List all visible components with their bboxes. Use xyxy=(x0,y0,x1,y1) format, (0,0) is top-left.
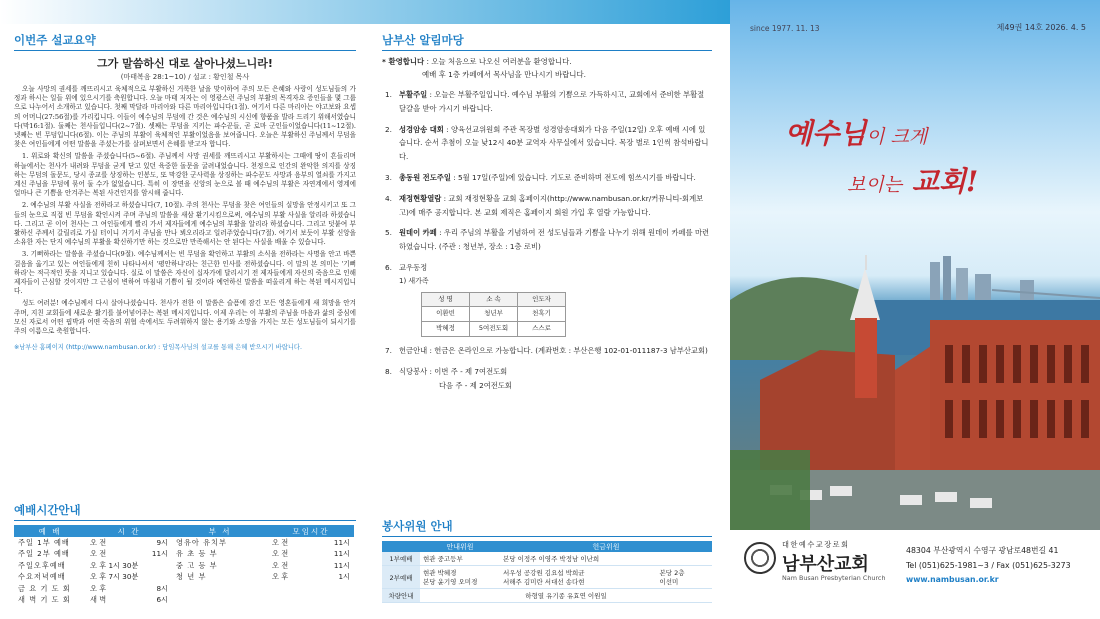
new-family-cell: 천혹기 xyxy=(518,307,566,322)
notice-body: 교우동정 xyxy=(399,262,428,272)
sermon-body xyxy=(14,85,356,336)
slogan-part: 이 크게 xyxy=(866,126,928,148)
worship-cell: 오 전 xyxy=(90,549,107,559)
worship-cell: 오 후 7시 30분 xyxy=(90,572,139,582)
new-family-cell: 스스로 xyxy=(518,322,566,337)
notice-body: : 교회 재정현황을 교회 홈페이지(http://www.nambusan.or.kr/커뮤니티-회계보고)에 매주 공지합니다. 본 교회 제직은 홈페이지 회원 가입 후 열람 가능합니다. xyxy=(399,193,704,217)
notice-text xyxy=(399,171,712,185)
notice-number: 4. xyxy=(385,193,392,203)
welcome-lead: * 환영합니다 xyxy=(382,57,425,66)
notice-text xyxy=(399,344,712,358)
sermon-paragraph: 2. 예수님의 부활 사실을 전하라고 하셨습니다(7, 10절). 주의 천사는 무덤을 찾은 여인들의 실망을 안정시키고 또 그들의 눈으로 직접 빈 무덤을 확인시켜 주며 주님의 말씀을 새삼 환기시킴으로써, 예수님의 부활 사실을 알리라 하셨습니다. 그리고 곧 이어 천사는 그 여인들에게 빨리 가서 제자들에게 예수님의 부활을 알리라 하셨습니다. 그리고 덧붙여 부활하신 주께서 갈릴리로 가실 터이니 거기서 주님을 만나 뵈오리라고 일러주었습니다(7절). 여기서 보듯이 부활 신앙을 소유한 자는 단지 예수님의 부활을 확신하기만 하는 것으로만 만족해서는 안 된다는 사실을 배울 수 있습니다. xyxy=(14,201,356,247)
worship-row xyxy=(14,560,354,572)
church-name-english: Nam Busan Presbyterian Church xyxy=(782,574,886,582)
worship-cell: 오 후 xyxy=(90,583,107,593)
homepage-note: ※남부산 홈페이지 (http://www.nambusan.or.kr) : 담임목사님의 설교를 통해 은혜 받으시기 바랍니다. xyxy=(14,344,303,352)
sermon-paragraph: 1. 위로와 확신의 말씀을 주셨습니다(5~6절). 주님께서 사망 권세를 깨뜨리시고 부활하시는 그때에 땅이 흔들리며 하늘에서는 천사가 내려와 무덤을 굳게 닫고 있던 육중한 돌문을 굴려내었습니다. 천정으로 인간의 완악한 의지를 상징하는 무덤의 돌문도, 당시 종교를 상징하는 인봉도, 또 막강한 군사력을 상징하는 파수꾼도 사망과 음부의 열쇠를 가지고 계신 주님을 무덤에 묶어 둘 수가 없었습니다. 특히 이 장면을 신앙의 눈으로 볼 때 예수님의 부활은 자연계에서 영계에 얼마나 큰 기쁨을 안겨주는 복된 사건인지를 암시해 줍니다. xyxy=(14,152,356,198)
worship-header: 모임시간 xyxy=(268,525,354,537)
volunteer-table xyxy=(382,541,712,603)
cover-panel xyxy=(730,0,1100,619)
volunteer-header: 헌금위원 xyxy=(500,541,712,552)
worship-header: 부 서 xyxy=(172,525,268,537)
top-banner xyxy=(0,0,730,24)
volunteer-cell: 본당 2층 이선미 xyxy=(657,566,713,589)
worship-schedule xyxy=(14,502,356,606)
worship-cell: 오 후 xyxy=(272,572,289,582)
notice-text xyxy=(399,123,712,164)
volunteer-title: 봉사위원 안내 xyxy=(382,518,712,537)
notice-number: 3. xyxy=(385,172,392,182)
church-name: 남부산교회 xyxy=(782,554,869,575)
worship-cell: 오 후 1시 30분 xyxy=(90,560,139,570)
sermon-section-title: 이번주 설교요약 xyxy=(14,32,356,51)
notice-body: 헌금안내 : 헌금은 온라인으로 가능합니다. (계좌번호 : 부산은행 102-01-011187-3 남부산교회) xyxy=(399,345,708,355)
notice-number: 5. xyxy=(385,228,392,238)
notice-text xyxy=(399,226,712,254)
address: 48304 부산광역시 수영구 광남로48번길 41 xyxy=(906,546,1059,555)
volunteer-row xyxy=(382,566,712,589)
notice-number: 1. xyxy=(385,90,392,99)
sermon-section xyxy=(14,32,356,351)
worship-cell: 오 전 xyxy=(272,549,289,559)
notice-item xyxy=(382,123,712,164)
volunteer-row xyxy=(382,589,712,603)
notice-item xyxy=(382,365,712,393)
worship-cell xyxy=(311,595,354,607)
sermon-paragraph: 성도 여러분! 예수님께서 다시 살아나셨습니다. 천사가 전한 이 말씀은 슬픔에 잠긴 모든 영혼들에게 새 희망을 안겨주며, 지친 교회들에 새로운 활기를 불어넣어주는 복된 메시지입니다. 이제 우리는 이 부활의 주님을 마음과 삶의 중심에 모신 자로서 어떤 핍박과 어떤 죽음의 위협 속에서도 두려워하지 않는 용기와 소망을 가지는 모든 성도님들이 되시기를 주의 이름으로 축원합니다. xyxy=(14,299,356,336)
new-family-cell: 성 명 xyxy=(422,292,470,307)
volunteer-cell: 서우성 공강원 김요섭 박희균 서해주 김미란 서대선 송다현 xyxy=(500,566,657,589)
worship-cell: 11시 xyxy=(333,549,350,559)
worship-header: 예 배 xyxy=(14,525,86,537)
volunteer-row xyxy=(382,552,712,566)
notice-lead: 재정현황열람 xyxy=(399,193,442,203)
phone-fax: Tel (051)625-1981~3 / Fax (051)625-3273 xyxy=(906,560,1071,570)
worship-cell: 6시 xyxy=(156,595,168,605)
contact-info xyxy=(906,544,1071,588)
worship-row xyxy=(14,549,354,561)
volunteer-cell: 본당 이정주 이영주 박정남 이난희 xyxy=(500,552,712,566)
slogan xyxy=(785,112,978,200)
sermon-paragraph: 오늘 사망의 권세를 깨뜨리시고 육체적으로 부활하신 거룩한 날을 맞이하여 주의 모든 은혜와 사랑이 성도님들의 가정과 하시는 일들 위에 있으시기를 축원합니다. 오늘 마태 저자는 이 영광스런 주님의 부활의 목격자요 증인들을 몇 그룹으로 나누어서 소개하고 있습니다. 첫째 막달라 마리아와 다른 마리아입니다(1절). 여기서 다른 마리아는 야고보와 요셉의 어머니(27:56절)를 가리킵니다. 이들이 예수님의 무덤에 간 것은 예수님의 시신에 향품을 발라 드리기 위해서였습니다(막16:1절). 둘째는 천사들입니다(2~7절). 셋째는 무덤을 지키는 파수꾼들, 곧 로마 군인들이었습니다(11~12절). 넷째는 빈 무덤입니다(6절). 이는 주님의 부활이 육체적인 부활이었음을 보여줍니다. 오늘은 부활하신 주님께서 무덤을 찾은 여인들에게 어떤 말씀을 주셨는가를 살펴보면서 은혜를 받고자 합니다. xyxy=(14,85,356,149)
worship-cell: 11시 xyxy=(151,549,168,559)
volunteer-cell: 하형열 유기종 유효연 이원일 xyxy=(420,589,712,603)
worship-table xyxy=(14,525,354,606)
worship-cell: 새 벽 기 도 회 xyxy=(18,595,71,605)
church-logo-icon xyxy=(744,542,776,574)
worship-cell: 수요저녁예배 xyxy=(18,572,66,582)
notice-body: : 양육선교위원회 주관 목장별 성경암송대회가 다음 주일(12일) 오후 예배 시에 있습니다. 순서 추첨이 오늘 낮12시 40분 교역자 사무실에서 있습니다. 목장 별로 1인씩 참석바랍니다. xyxy=(399,124,709,162)
denomination: 대한예수교장로회 xyxy=(782,540,850,549)
worship-row xyxy=(14,537,354,549)
worship-title: 예배시간안내 xyxy=(14,502,356,521)
new-family-cell: 이환빈 xyxy=(422,307,470,322)
notice-number: 6. xyxy=(385,262,392,272)
worship-row xyxy=(14,595,354,607)
notice-lead: 총동원 전도주일 xyxy=(399,172,451,182)
notices-section xyxy=(382,32,712,392)
notice-number: 7. xyxy=(385,345,392,355)
volunteer-cell: 현관 중고등부 xyxy=(420,552,500,566)
new-family-cell: 소 속 xyxy=(470,292,518,307)
worship-row xyxy=(14,583,354,595)
notice-item xyxy=(382,192,712,220)
founding-date: since 1977. 11. 13 xyxy=(750,24,820,33)
notice-text xyxy=(399,365,712,393)
slogan-part: 보이는 xyxy=(847,174,903,196)
notice-lead: 부활주일 xyxy=(399,90,428,99)
notice-item xyxy=(382,226,712,254)
volunteer-cell: 2부예배 xyxy=(382,566,420,589)
notice-text xyxy=(399,192,712,220)
notice-number: 2. xyxy=(385,124,392,134)
volunteer-cell: 차량안내 xyxy=(382,589,420,603)
volunteer-header: 안내위원 xyxy=(420,541,500,552)
worship-cell: 주일 2부 예배 xyxy=(18,549,70,559)
volunteer-cell: 1부예배 xyxy=(382,552,420,566)
church-building-illustration xyxy=(730,0,1100,530)
notice-text xyxy=(399,88,712,116)
welcome-text: : 오늘 처음으로 나오신 여러분을 환영합니다. xyxy=(424,57,572,66)
worship-cell: 11시 xyxy=(333,537,350,547)
worship-cell: 주일오후예배 xyxy=(18,560,66,570)
notice-body: 식당봉사 : 이번 주 - 제 7여전도회 xyxy=(399,366,508,376)
welcome-notice xyxy=(382,55,712,81)
worship-cell: 11시 xyxy=(333,560,350,570)
sermon-title: 그가 말씀하신 대로 살아나셨느니라! xyxy=(97,57,273,70)
worship-cell xyxy=(268,595,311,607)
new-family-label: 1) 새가족 xyxy=(399,276,429,285)
notice-item xyxy=(382,88,712,116)
notice-item xyxy=(382,171,712,185)
notice-number: 8. xyxy=(385,366,392,376)
volunteer-header xyxy=(382,541,420,552)
worship-cell: 금 요 기 도 회 xyxy=(18,583,71,593)
notice-lead: 성경암송 대회 xyxy=(399,124,444,134)
website-link[interactable]: www.nambusan.or.kr xyxy=(906,575,999,584)
sermon-reference: (마태복음 28:1~10) / 설교 : 황인철 목사 xyxy=(120,73,250,81)
welcome-text-2: 예배 후 1층 카페에서 목사님을 만나시기 바랍니다. xyxy=(422,70,586,79)
worship-cell xyxy=(311,583,354,595)
new-family-cell: 박혜정 xyxy=(422,322,470,337)
worship-cell: 새 벽 xyxy=(90,595,107,605)
notice-item xyxy=(382,344,712,358)
worship-cell xyxy=(268,583,311,595)
notice-text xyxy=(399,261,712,337)
sermon-paragraph: 3. 기뻐하라는 말씀을 주셨습니다(9절). 예수님께서는 빈 무덤을 확인하고 부활의 소식을 전하라는 사명을 안고 바쁜 걸음을 옮기고 있는 여인들에게 친히 나타나셔서 '평안하냐'라는 친근한 인사를 전하셨습니다. 이 말의 본 의미는 '기뻐하라'는 적극적인 뜻을 지니고 있습니다. 실로 이 말씀은 자신이 십자가에 달리시기 전 제자들에게 자신의 죽음으로 인해 제자들이 근심할 것이지만 그 근심이 변하여 마침내 기쁨이 될 것이라 예언하신 말씀을 떠올리게 하는 복된 메시지입니다. xyxy=(14,250,356,296)
worship-cell: 오 전 xyxy=(90,537,107,547)
notice-body: : 우리 주님의 부활을 기념하여 전 성도님들과 기쁨을 나누기 위해 원데이 카페를 마련하였습니다. (주관 : 청년부, 장소 : 1층 로비) xyxy=(399,228,710,252)
new-family-table xyxy=(421,292,566,337)
notice-item xyxy=(382,261,712,337)
worship-row xyxy=(14,572,354,584)
worship-cell: 오 전 xyxy=(272,560,289,570)
new-family-cell: 청년부 xyxy=(470,307,518,322)
worship-cell: 유 초 등 부 xyxy=(176,549,218,559)
notices-title: 남부산 알림마당 xyxy=(382,32,712,51)
volunteer-section xyxy=(382,518,712,603)
notice-lead: 원데이 카페 xyxy=(399,228,437,238)
church-photo xyxy=(730,0,1100,530)
worship-cell: 청 년 부 xyxy=(176,572,207,582)
notice-list xyxy=(382,88,712,392)
worship-cell xyxy=(172,595,268,607)
church-footer xyxy=(730,530,1100,619)
volunteer-cell: 현관 박혜경 본당 윤기영 오미경 xyxy=(420,566,500,589)
notice-body: : 오늘은 부활주일입니다. 예수님 부활의 기쁨으로 가득하시고, 교회에서 준비한 부활절 달걀을 받아 가시기 바랍니다. xyxy=(399,90,705,113)
worship-cell: 9시 xyxy=(156,537,168,547)
slogan-part: 예수님 xyxy=(785,117,867,150)
worship-header: 시 간 xyxy=(86,525,172,537)
new-family-cell: 인도자 xyxy=(518,292,566,307)
worship-cell: 주일 1부 예배 xyxy=(18,537,70,547)
issue-info: 제49권 14호 2026. 4. 5 xyxy=(996,23,1086,32)
worship-cell: 영유아 유치부 xyxy=(176,537,227,547)
slogan-part: 교회! xyxy=(911,165,979,198)
new-family-cell: 5여전도회 xyxy=(470,322,518,337)
worship-cell: 1시 xyxy=(338,572,350,582)
worship-cell: 오 전 xyxy=(272,537,289,547)
notice-body: : 5월 17일(주일)에 있습니다. 기도로 준비하며 전도에 힘쓰시기를 바랍니다. xyxy=(450,172,696,182)
meal-next: 다음 주 - 제 2여전도회 xyxy=(439,380,512,390)
worship-cell: 8시 xyxy=(156,583,168,593)
worship-cell xyxy=(172,583,268,595)
worship-cell: 중 고 등 부 xyxy=(176,560,218,570)
